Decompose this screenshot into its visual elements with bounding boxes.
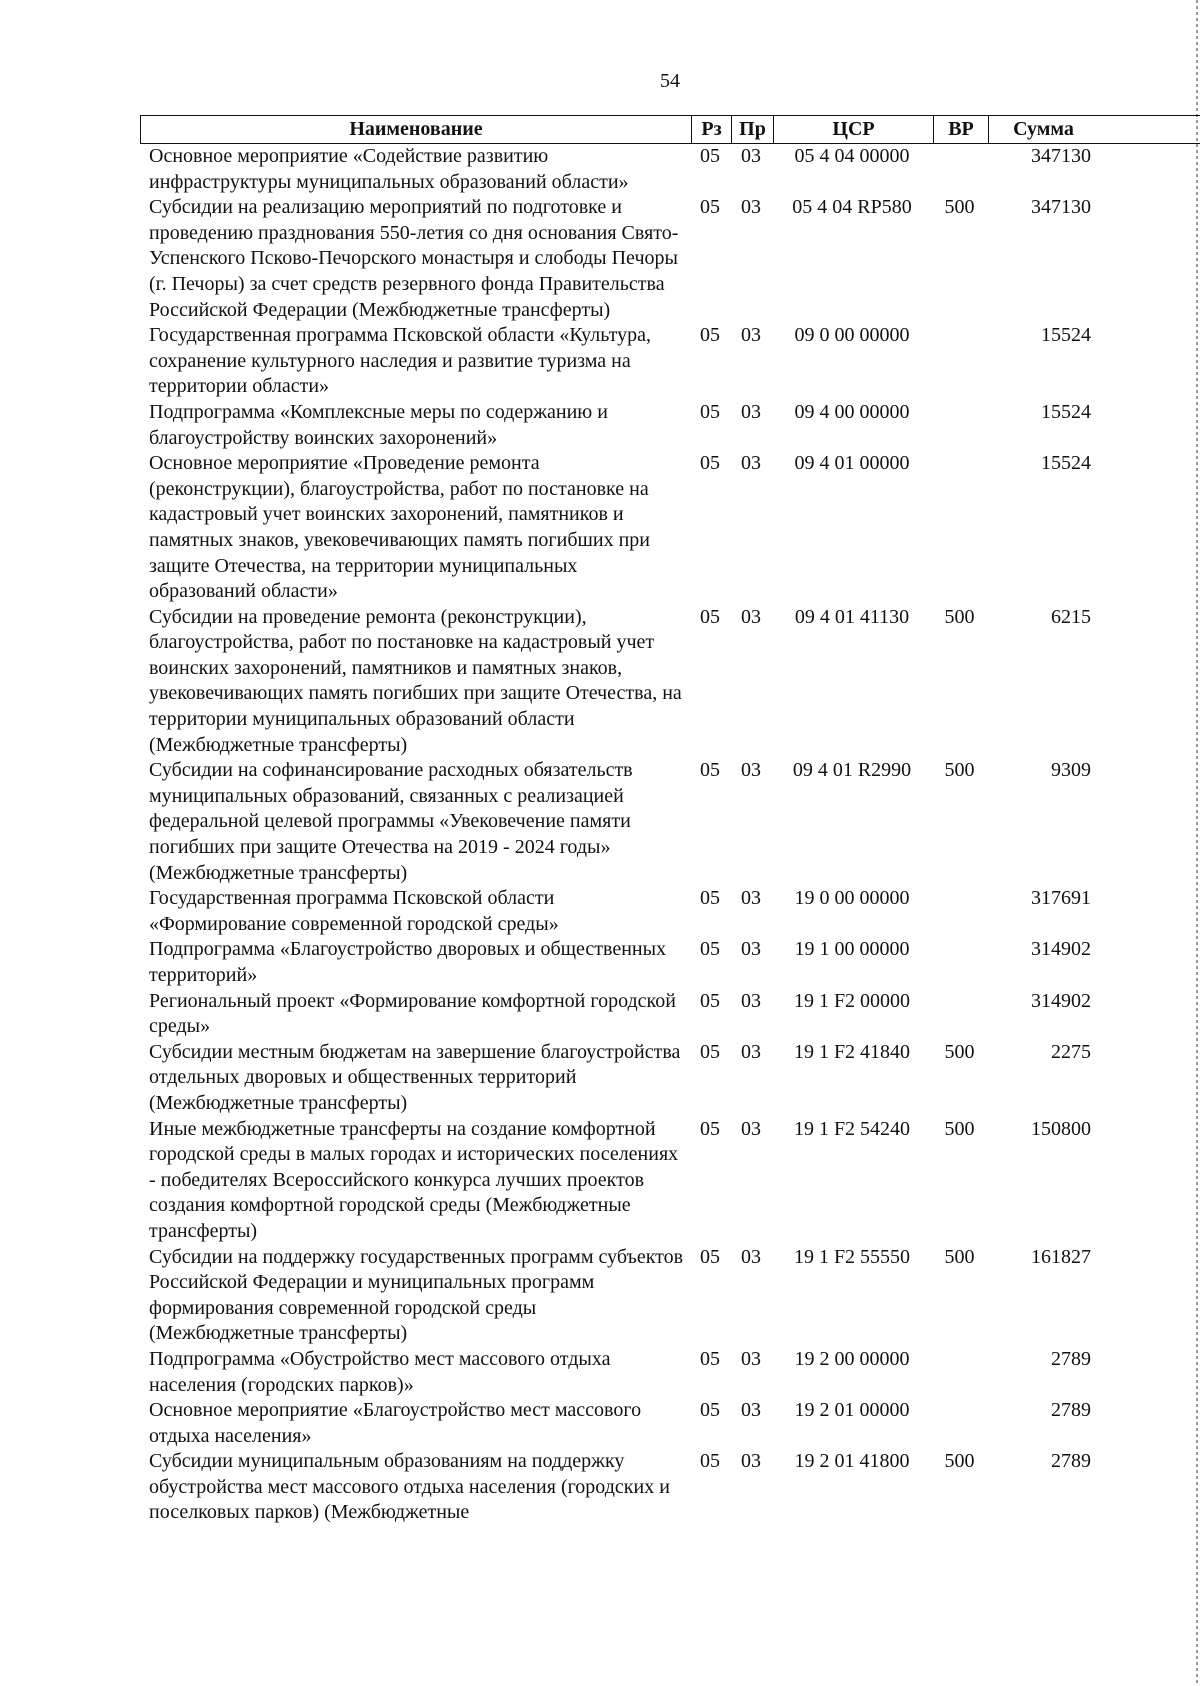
cell-csr: 19 1 F2 00000: [793, 989, 911, 1012]
cell-name: Основное мероприятие «Проведение ремонта (реконструкции), благоустройства, работ по постановке на кадастровый учет воинских захоронений, памятников и памятных знаков, увековечивающих память погибших при защите Отечества, на территории муниципальных образований области»: [149, 452, 651, 603]
cell-pr: 03: [741, 759, 761, 782]
table-row: [140, 400, 1200, 451]
cell-sum: 150800: [1031, 1117, 1091, 1140]
table-row: [140, 886, 1200, 937]
cell-pr: 03: [741, 1040, 761, 1063]
table-row: [140, 1449, 1200, 1526]
cell-name: Региональный проект «Формирование комфортной городской среды»: [149, 989, 676, 1038]
cell-pr: 03: [741, 989, 761, 1012]
cell-vr: 500: [944, 1040, 975, 1063]
cell-name: Государственная программа Псковской области «Формирование современной городской среды»: [149, 887, 559, 935]
table-row: [140, 989, 1200, 1040]
cell-csr: 09 4 00 00000: [794, 400, 910, 423]
cell-csr: 19 2 00 00000: [794, 1347, 910, 1370]
cell-rz: 05: [700, 938, 720, 961]
cell-csr: 19 1 F2 55550: [793, 1245, 911, 1268]
cell-sum: 314902: [1031, 989, 1091, 1012]
cell-rz: 05: [700, 1245, 720, 1268]
cell-pr: 03: [741, 400, 761, 423]
cell-pr: 03: [741, 452, 761, 475]
cell-csr: 05 4 04 RP580: [792, 196, 912, 219]
cell-pr: 03: [741, 1450, 761, 1473]
table-row: [140, 1117, 1200, 1245]
cell-pr: 03: [741, 1245, 761, 1268]
cell-rz: 05: [700, 196, 720, 219]
cell-name: Субсидии на софинансирование расходных обязательств муниципальных образований, связанных с реализацией федеральной целевой программы «Увековечение памяти погибших при защите Отечества на 2019 - 2024 годы» (Межбюджетные трансферты): [149, 759, 633, 884]
cell-csr: 19 0 00 00000: [794, 887, 910, 910]
cell-vr: [932, 937, 987, 988]
cell-name: Субсидии на проведение ремонта (реконструкции), благоустройства, работ по постановке на кадастровый учет воинских захоронений, памятников и памятных знаков, увековечивающих память погибших при защите Отечества, на территории муниципальных образований области (Межбюджетные трансферты): [149, 605, 682, 756]
cell-sum: 2789: [1051, 1347, 1091, 1370]
cell-rz: 05: [700, 324, 720, 347]
cell-vr: [932, 1347, 987, 1398]
cell-vr: 500: [944, 1450, 975, 1473]
cell-pr: 03: [741, 1117, 761, 1140]
header-pr: Пр: [731, 116, 773, 143]
cell-csr: 19 1 F2 54240: [793, 1117, 911, 1140]
table-row: [140, 758, 1200, 886]
cell-sum: 2789: [1051, 1399, 1091, 1422]
cell-name: Подпрограмма «Обустройство мест массового отдыха населения (городских парков)»: [149, 1347, 611, 1396]
cell-vr: 500: [944, 605, 975, 628]
cell-pr: 03: [741, 605, 761, 628]
cell-sum: 9309: [1051, 759, 1091, 782]
cell-vr: [932, 323, 987, 400]
cell-sum: 15524: [1041, 324, 1091, 347]
cell-csr: 19 2 01 41800: [794, 1450, 910, 1473]
cell-name: Основное мероприятие «Содействие развитию инфраструктуры муниципальных образований области»: [149, 145, 629, 193]
cell-rz: 05: [700, 1450, 720, 1473]
cell-vr: [932, 451, 987, 605]
cell-rz: 05: [700, 605, 720, 628]
cell-rz: 05: [700, 1347, 720, 1370]
table-body: [140, 144, 1200, 1526]
table-row: [140, 323, 1200, 400]
table-row: [140, 1245, 1200, 1347]
table-row: [140, 451, 1200, 605]
cell-csr: 09 4 01 R2990: [792, 759, 912, 782]
page-number: 54: [660, 70, 680, 92]
cell-rz: 05: [700, 1117, 720, 1140]
cell-vr: [932, 400, 987, 451]
cell-rz: 05: [700, 452, 720, 475]
table-row: [140, 1398, 1200, 1449]
header-csr: ЦСР: [773, 116, 933, 143]
cell-sum: 347130: [1031, 196, 1091, 219]
cell-name: Подпрограмма «Благоустройство дворовых и общественных территорий»: [149, 938, 667, 986]
cell-csr: 19 1 00 00000: [794, 938, 910, 961]
table-row: [140, 144, 1200, 195]
cell-vr: [932, 1398, 987, 1449]
cell-name: Иные межбюджетные трансферты на создание комфортной городской среды в малых городах и исторических поселениях - победителях Всероссийского конкурса лучших проектов создания комфортной городской среды (Межбюджетные трансферты): [149, 1117, 679, 1242]
cell-name: Субсидии муниципальным образованиям на поддержку обустройства мест массового отдыха населения (городских и поселковых парков) (Межбюджетные: [149, 1450, 670, 1524]
budget-table: [140, 115, 1200, 1526]
header-rz: Рз: [691, 116, 731, 143]
table-row: [140, 1040, 1200, 1117]
header-sum: Сумма: [988, 116, 1098, 143]
cell-name: Субсидии местным бюджетам на завершение благоустройства отдельных дворовых и общественных территорий (Межбюджетные трансферты): [149, 1040, 681, 1114]
cell-rz: 05: [700, 145, 720, 167]
cell-pr: 03: [741, 1399, 761, 1422]
cell-vr: [932, 989, 987, 1040]
cell-name: Подпрограмма «Комплексные меры по содержанию и благоустройству воинских захоронений»: [149, 400, 608, 449]
cell-vr: 500: [944, 196, 975, 219]
cell-pr: 03: [741, 324, 761, 347]
cell-name: Государственная программа Псковской области «Культура, сохранение культурного наследия и развитие туризма на территории области»: [149, 324, 651, 398]
cell-sum: 314902: [1031, 938, 1091, 961]
cell-rz: 05: [700, 1399, 720, 1422]
cell-sum: 2275: [1051, 1040, 1091, 1063]
cell-csr: 19 2 01 00000: [794, 1399, 910, 1422]
cell-rz: 05: [700, 887, 720, 910]
cell-sum: 15524: [1041, 400, 1091, 423]
cell-pr: 03: [741, 938, 761, 961]
cell-csr: 05 4 04 00000: [794, 145, 910, 167]
table-row: [140, 605, 1200, 759]
cell-csr: 09 4 01 00000: [794, 452, 910, 475]
cell-vr: 500: [944, 1245, 975, 1268]
cell-vr: 500: [944, 1117, 975, 1140]
cell-pr: 03: [741, 887, 761, 910]
cell-rz: 05: [700, 759, 720, 782]
cell-sum: 6215: [1051, 605, 1091, 628]
table-header: [140, 115, 1200, 144]
cell-name: Основное мероприятие «Благоустройство мест массового отдыха населения»: [149, 1399, 642, 1447]
header-vr: ВР: [933, 116, 988, 143]
cell-vr: [932, 886, 987, 937]
cell-sum: 15524: [1041, 452, 1091, 475]
cell-sum: 347130: [1031, 145, 1091, 167]
cell-sum: 317691: [1031, 887, 1091, 910]
cell-name: Субсидии на реализацию мероприятий по подготовке и проведению празднования 550-летия со дня основания Свято-Успенского Псково-Печорского монастыря и слободы Печоры (г. Печоры) за счет средств резервного фонда Правительства Российской Федерации (Межбюджетные трансферты): [149, 196, 679, 321]
cell-pr: 03: [741, 145, 761, 167]
cell-vr: 500: [944, 759, 975, 782]
cell-sum: 161827: [1031, 1245, 1091, 1268]
cell-rz: 05: [700, 989, 720, 1012]
cell-csr: 19 1 F2 41840: [793, 1040, 911, 1063]
cell-pr: 03: [741, 196, 761, 219]
cell-sum: 2789: [1051, 1450, 1091, 1473]
cell-rz: 05: [700, 400, 720, 423]
cell-vr: [932, 144, 987, 195]
cell-csr: 09 0 00 00000: [794, 324, 910, 347]
cell-csr: 09 4 01 41130: [794, 605, 910, 628]
table-row: [140, 195, 1200, 323]
cell-rz: 05: [700, 1040, 720, 1063]
cell-pr: 03: [741, 1347, 761, 1370]
table-row: [140, 1347, 1200, 1398]
cell-name: Субсидии на поддержку государственных программ субъектов Российской Федерации и муниципальных программ формирования современной городской среды (Межбюджетные трансферты): [149, 1245, 684, 1345]
header-name: Наименование: [349, 118, 483, 140]
table-row: [140, 937, 1200, 988]
